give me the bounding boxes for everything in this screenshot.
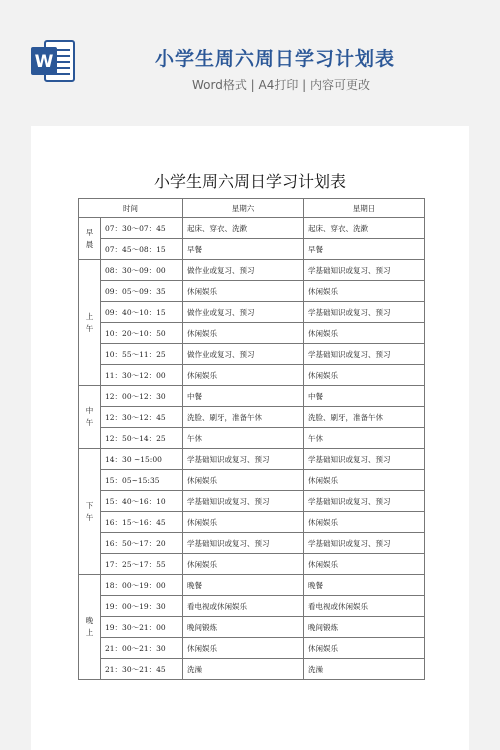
saturday-cell: 休闲娱乐 bbox=[183, 281, 304, 302]
word-icon bbox=[30, 38, 76, 84]
saturday-cell: 休闲娱乐 bbox=[183, 638, 304, 659]
schedule-body bbox=[79, 218, 425, 680]
sunday-cell: 学基础知识或复习、预习 bbox=[304, 533, 425, 554]
table-row bbox=[79, 596, 425, 617]
sunday-cell: 学基础知识或复习、预习 bbox=[304, 302, 425, 323]
saturday-cell: 起床、穿衣、洗漱 bbox=[183, 218, 304, 239]
table-row bbox=[79, 533, 425, 554]
table-row bbox=[79, 575, 425, 596]
table-row bbox=[79, 218, 425, 239]
time-cell: 08：30～09：00 bbox=[101, 260, 183, 281]
saturday-cell: 休闲娱乐 bbox=[183, 512, 304, 533]
table-row bbox=[79, 617, 425, 638]
table-header-row bbox=[79, 199, 425, 218]
time-cell: 10：55～11：25 bbox=[101, 344, 183, 365]
time-cell: 19：00～19：30 bbox=[101, 596, 183, 617]
time-cell: 12：30～12：45 bbox=[101, 407, 183, 428]
sunday-cell: 洗澡 bbox=[304, 659, 425, 680]
time-cell: 19：30～21：00 bbox=[101, 617, 183, 638]
time-cell: 14：30 ~15:00 bbox=[101, 449, 183, 470]
time-cell: 15：05~15:35 bbox=[101, 470, 183, 491]
document-title: 小学生周六周日学习计划表 bbox=[153, 172, 346, 191]
table-row bbox=[79, 302, 425, 323]
sunday-cell: 休闲娱乐 bbox=[304, 470, 425, 491]
saturday-cell: 做作业或复习、预习 bbox=[183, 302, 304, 323]
sunday-cell: 休闲娱乐 bbox=[304, 323, 425, 344]
word-icon-letter: W bbox=[34, 52, 54, 72]
sunday-cell: 午休 bbox=[304, 428, 425, 449]
sunday-cell: 学基础知识或复习、预习 bbox=[304, 344, 425, 365]
saturday-cell: 午休 bbox=[183, 428, 304, 449]
time-cell: 15：40～16：10 bbox=[101, 491, 183, 512]
period-label: 下 午 bbox=[79, 449, 101, 575]
sunday-cell: 中餐 bbox=[304, 386, 425, 407]
sunday-cell: 休闲娱乐 bbox=[304, 638, 425, 659]
time-cell: 18：00～19：00 bbox=[101, 575, 183, 596]
time-cell: 09：40～10：15 bbox=[101, 302, 183, 323]
column-header-sunday: 星期日 bbox=[304, 199, 425, 218]
saturday-cell: 休闲娱乐 bbox=[183, 554, 304, 575]
table-row bbox=[79, 470, 425, 491]
sunday-cell: 洗脸、刷牙，准备午休 bbox=[304, 407, 425, 428]
table-row bbox=[79, 491, 425, 512]
header bbox=[0, 0, 500, 110]
saturday-cell: 看电视或休闲娱乐 bbox=[183, 596, 304, 617]
column-header-time: 时间 bbox=[79, 199, 183, 218]
table-row bbox=[79, 428, 425, 449]
sunday-cell: 早餐 bbox=[304, 239, 425, 260]
time-cell: 21：00～21：30 bbox=[101, 638, 183, 659]
table-row bbox=[79, 449, 425, 470]
saturday-cell: 休闲娱乐 bbox=[183, 323, 304, 344]
time-cell: 07：30～07：45 bbox=[101, 218, 183, 239]
time-cell: 12：00～12：30 bbox=[101, 386, 183, 407]
table-row bbox=[79, 365, 425, 386]
saturday-cell: 学基础知识或复习、预习 bbox=[183, 449, 304, 470]
schedule-table bbox=[78, 198, 425, 680]
period-label: 晚 上 bbox=[79, 575, 101, 680]
page-subtitle: Word格式 | A4打印 | 内容可更改 bbox=[192, 78, 371, 92]
table-row bbox=[79, 281, 425, 302]
sunday-cell: 休闲娱乐 bbox=[304, 554, 425, 575]
saturday-cell: 中餐 bbox=[183, 386, 304, 407]
time-cell: 16：15～16：45 bbox=[101, 512, 183, 533]
sunday-cell: 休闲娱乐 bbox=[304, 512, 425, 533]
table-row bbox=[79, 323, 425, 344]
saturday-cell: 做作业或复习、预习 bbox=[183, 260, 304, 281]
sunday-cell: 休闲娱乐 bbox=[304, 365, 425, 386]
sunday-cell: 学基础知识或复习、预习 bbox=[304, 260, 425, 281]
document-page bbox=[31, 126, 469, 750]
time-cell: 09：05～09：35 bbox=[101, 281, 183, 302]
saturday-cell: 晚餐 bbox=[183, 575, 304, 596]
table-row bbox=[79, 239, 425, 260]
saturday-cell: 休闲娱乐 bbox=[183, 470, 304, 491]
page-title: 小学生周六周日学习计划表 bbox=[155, 48, 396, 70]
sunday-cell: 晚间锻炼 bbox=[304, 617, 425, 638]
sunday-cell: 起床、穿衣、洗漱 bbox=[304, 218, 425, 239]
period-label: 上 午 bbox=[79, 260, 101, 386]
saturday-cell: 做作业或复习、预习 bbox=[183, 344, 304, 365]
table-row bbox=[79, 512, 425, 533]
sunday-cell: 晚餐 bbox=[304, 575, 425, 596]
table-row bbox=[79, 386, 425, 407]
time-cell: 12：50～14：25 bbox=[101, 428, 183, 449]
time-cell: 17：25～17：55 bbox=[101, 554, 183, 575]
table-row bbox=[79, 638, 425, 659]
table-row bbox=[79, 407, 425, 428]
time-cell: 11：30～12：00 bbox=[101, 365, 183, 386]
sunday-cell: 休闲娱乐 bbox=[304, 281, 425, 302]
period-label: 早 晨 bbox=[79, 218, 101, 260]
table-row bbox=[79, 260, 425, 281]
sunday-cell: 学基础知识或复习、预习 bbox=[304, 491, 425, 512]
time-cell: 10：20～10：50 bbox=[101, 323, 183, 344]
saturday-cell: 洗澡 bbox=[183, 659, 304, 680]
time-cell: 21：30～21：45 bbox=[101, 659, 183, 680]
sunday-cell: 看电视或休闲娱乐 bbox=[304, 596, 425, 617]
saturday-cell: 早餐 bbox=[183, 239, 304, 260]
saturday-cell: 洗脸、刷牙，准备午休 bbox=[183, 407, 304, 428]
table-row bbox=[79, 659, 425, 680]
saturday-cell: 休闲娱乐 bbox=[183, 365, 304, 386]
time-cell: 16：50～17：20 bbox=[101, 533, 183, 554]
saturday-cell: 学基础知识或复习、预习 bbox=[183, 491, 304, 512]
column-header-saturday: 星期六 bbox=[183, 199, 304, 218]
sunday-cell: 学基础知识或复习、预习 bbox=[304, 449, 425, 470]
table-row bbox=[79, 344, 425, 365]
saturday-cell: 晚间锻炼 bbox=[183, 617, 304, 638]
table-row bbox=[79, 554, 425, 575]
period-label: 中 午 bbox=[79, 386, 101, 449]
time-cell: 07：45～08：15 bbox=[101, 239, 183, 260]
saturday-cell: 学基础知识或复习、预习 bbox=[183, 533, 304, 554]
